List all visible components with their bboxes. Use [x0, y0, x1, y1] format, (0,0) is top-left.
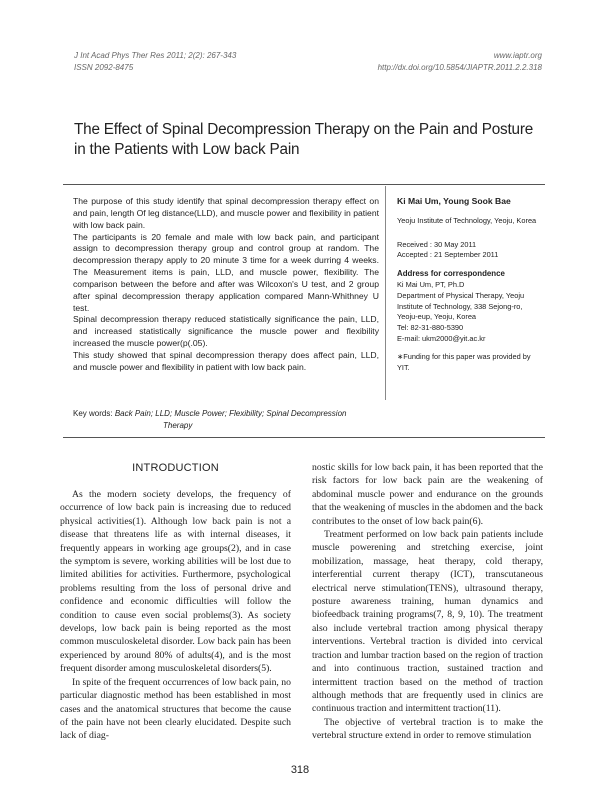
title-line-2: in the Patients with Low back Pain — [74, 141, 300, 158]
body-column-left — [60, 488, 291, 743]
paper-title — [74, 120, 544, 160]
affiliation: Yeoju Institute of Technology, Yeoju, Korea — [397, 215, 537, 225]
keywords — [73, 408, 383, 432]
journal-header — [74, 50, 236, 74]
body-paragraph: Treatment performed on low back pain patients include muscle powerening and stretching exercise, joint mobilization, massage, heat therapy, cold therapy, interferential current therapy (ICT), transcutaneous electrical nerve stimulation(TENS), ultrasound therapy, posture awareness training, human dynamics and biofeedback training programs(7, 8, 9, 10). The treatment also include vertebral traction among physical therapy interventions. Vertebral traction is divided into cervical traction and lumbar traction based on the region of traction and into continuous traction, sustained traction and intermittent traction based on the method of traction although methods that are frequently used in clinics are continuous traction and intermittent traction(11). — [312, 529, 543, 715]
correspondence-name: Ki Mai Um, PT, Ph.D — [397, 279, 465, 289]
correspondence-email[interactable]: E-mail: ukm2000@yit.ac.kr — [397, 333, 486, 343]
correspondence-address: Department of Physical Therapy, Yeoju Institute of Technology, 338 Sejong-ro, Yeoju-eup, Yeoju, Korea — [397, 290, 525, 322]
abstract — [73, 196, 379, 374]
author-info — [397, 196, 542, 373]
body-paragraph: In spite of the frequent occurrences of low back pain, no particular diagnostic method has been established in most cases and the anatomical structures that become the cause of the pain have not been clearly elucidated. Despite such lack of diag- — [60, 676, 291, 742]
journal-citation: J Int Acad Phys Ther Res 2011; 2(2): 267-343 — [74, 51, 237, 60]
body-paragraph: The objective of vertebral traction is to make the vertebral structure extend in order to remove stimulation — [312, 716, 543, 742]
doi-link[interactable]: http://dx.doi.org/10.5854/JIAPTR.2011.2.2.318 — [377, 63, 542, 72]
keywords-label: Key words: — [73, 409, 113, 418]
correspondence-tel: Tel: 82-31-880-5390 — [397, 323, 464, 333]
dates — [397, 240, 542, 262]
abstract-paragraph: The participants is 20 female and male with low back pain, and participant assign to decompression therapy group and control group at random. The decompression therapy apply to 20 minute 3 time for a week durring 4 weeks. The Measurement items is pain, LLD, and muscle power, flexibility. The comparison between the before and after was Wilcoxon's U test, and 2 group after spinal decompression therapy application compared Mann-Whithney U test. — [73, 231, 379, 313]
abstract-paragraph: This study showed that spinal decompression therapy does affect pain, LLD, and muscle power and flexibility in patient with low back pain. — [73, 349, 379, 372]
journal-links — [378, 50, 542, 74]
abstract-divider — [385, 186, 386, 400]
page-number: 318 — [290, 764, 310, 776]
journal-website[interactable]: www.iaptr.org — [493, 51, 542, 60]
body-column-right — [312, 461, 543, 743]
abstract-paragraph: The purpose of this study identify that spinal decompression therapy effect on and pain, length Of leg distance(LLD), and muscle power and flexibility in patient with low back pain. — [73, 196, 379, 230]
keywords-list-continued: Therapy — [163, 421, 193, 430]
abstract-paragraph: Spinal decompression therapy reduced statistically significance the pain, LLD, and increased statistically significance the muscle power and flexibility increased the muscle power(p(.05). — [73, 314, 379, 349]
title-line-1: The Effect of Spinal Decompression Therapy on the Pain and Posture — [74, 121, 534, 138]
funding-note: ∗Funding for this paper was provided by YIT. — [397, 351, 531, 372]
correspondence-title: Address for correspondence — [397, 269, 505, 279]
received-date: Received : 30 May 2011 — [397, 239, 477, 249]
issn: ISSN 2092-8475 — [74, 63, 134, 72]
section-heading: INTRODUCTION — [132, 462, 219, 474]
body-paragraph: As the modern society develops, the frequency of occurrence of low back pain is increasing due to reduced physical activities(1). Although low back pain is not a disease that threatens life as with internal diseases, it frequently appears in working age groups(2), and in case the symptom is severe, working abilities will be lost due to limited abilities for activities. Furthermore, psychological problems resulting from the loss of personal drive and confidence and economic difficulties will follow the condition to cause even social problems(3). As society develops, low back pain is being reported as the most common musculoskeletal disorder. Low back pain has been experienced by around 80% of adults(4), and is the most frequent disorder among musculoskeletal disorders(5). — [60, 489, 291, 675]
body-paragraph: nostic skills for low back pain, it has been reported that the risk factors for low back pain are the weakening of abdominal muscle power and endurance on the grounds that the weakening of muscles in the abdomen and the back contributes to the onset of low back pain(6). — [312, 462, 543, 527]
authors: Ki Mai Um, Young Sook Bae — [397, 196, 511, 206]
keywords-list: Back Pain; LLD; Muscle Power; Flexibility; Spinal Decompression — [114, 409, 347, 418]
accepted-date: Accepted : 21 September 2011 — [397, 250, 499, 260]
